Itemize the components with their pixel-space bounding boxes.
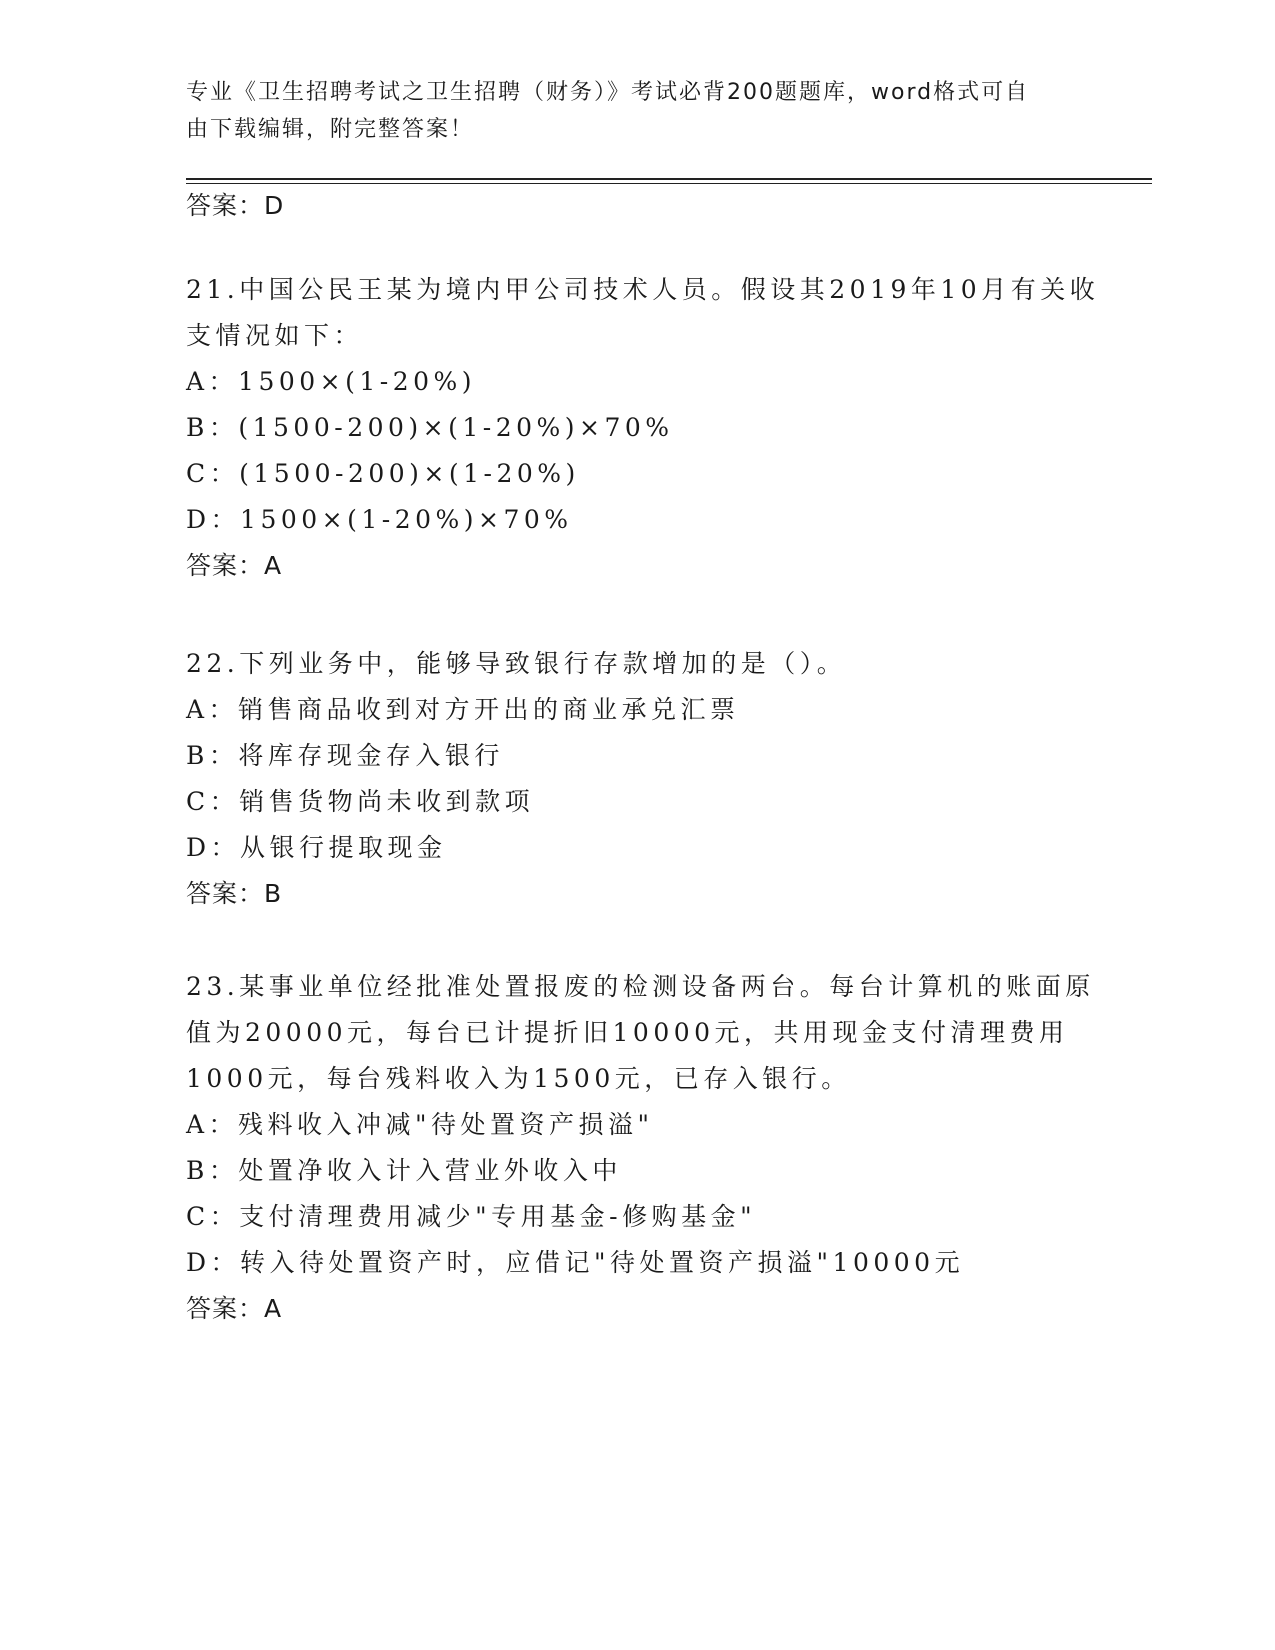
option-b: B：(1500-200)×(1-20%)×70% <box>186 413 674 442</box>
option-d: D：1500×(1-20%)×70% <box>186 505 573 534</box>
answer: 答案：B <box>186 879 283 908</box>
document-header <box>186 74 1066 148</box>
option-b: B：将库存现金存入银行 <box>186 741 504 770</box>
option-c: C：(1500-200)×(1-20%) <box>186 459 580 488</box>
question-23 <box>186 964 1095 1332</box>
option-d: D：从银行提取现金 <box>186 833 447 862</box>
header-divider-thin <box>186 183 1152 184</box>
header-line-2: 由下载编辑，附完整答案！ <box>186 117 475 142</box>
option-a: A：1500×(1-20%) <box>186 367 477 396</box>
header-divider-thick <box>186 178 1152 180</box>
question-stem-line: 值为20000元，每台已计提折旧10000元，共用现金支付清理费用 <box>186 1018 1069 1047</box>
option-b: B：处置净收入计入营业外收入中 <box>186 1156 622 1185</box>
question-21 <box>186 267 1099 589</box>
question-stem-line: 23.某事业单位经批准处置报废的检测设备两台。每台计算机的账面原 <box>186 972 1095 1001</box>
question-stem-line: 1000元，每台残料收入为1500元，已存入银行。 <box>186 1064 851 1093</box>
header-line-1: 专业《卫生招聘考试之卫生招聘（财务）》考试必背200题题库，word格式可自 <box>186 80 1030 105</box>
option-d: D：转入待处置资产时，应借记"待处置资产损溢"10000元 <box>186 1248 965 1277</box>
option-a: A：销售商品收到对方开出的商业承兑汇票 <box>186 695 740 724</box>
answer: 答案：A <box>186 1294 283 1323</box>
option-c: C：支付清理费用减少"专用基金-修购基金" <box>186 1202 757 1231</box>
question-22 <box>186 641 846 917</box>
question-stem-line: 21.中国公民王某为境内甲公司技术人员。假设其2019年10月有关收 <box>186 275 1100 304</box>
question-stem-line: 22.下列业务中，能够导致银行存款增加的是（）。 <box>186 649 847 678</box>
option-c: C：销售货物尚未收到款项 <box>186 787 535 816</box>
previous-answer: 答案：D <box>186 191 285 220</box>
answer: 答案：A <box>186 551 283 580</box>
option-a: A：残料收入冲减"待处置资产损溢" <box>186 1110 654 1139</box>
question-stem-line: 支情况如下： <box>186 321 364 350</box>
